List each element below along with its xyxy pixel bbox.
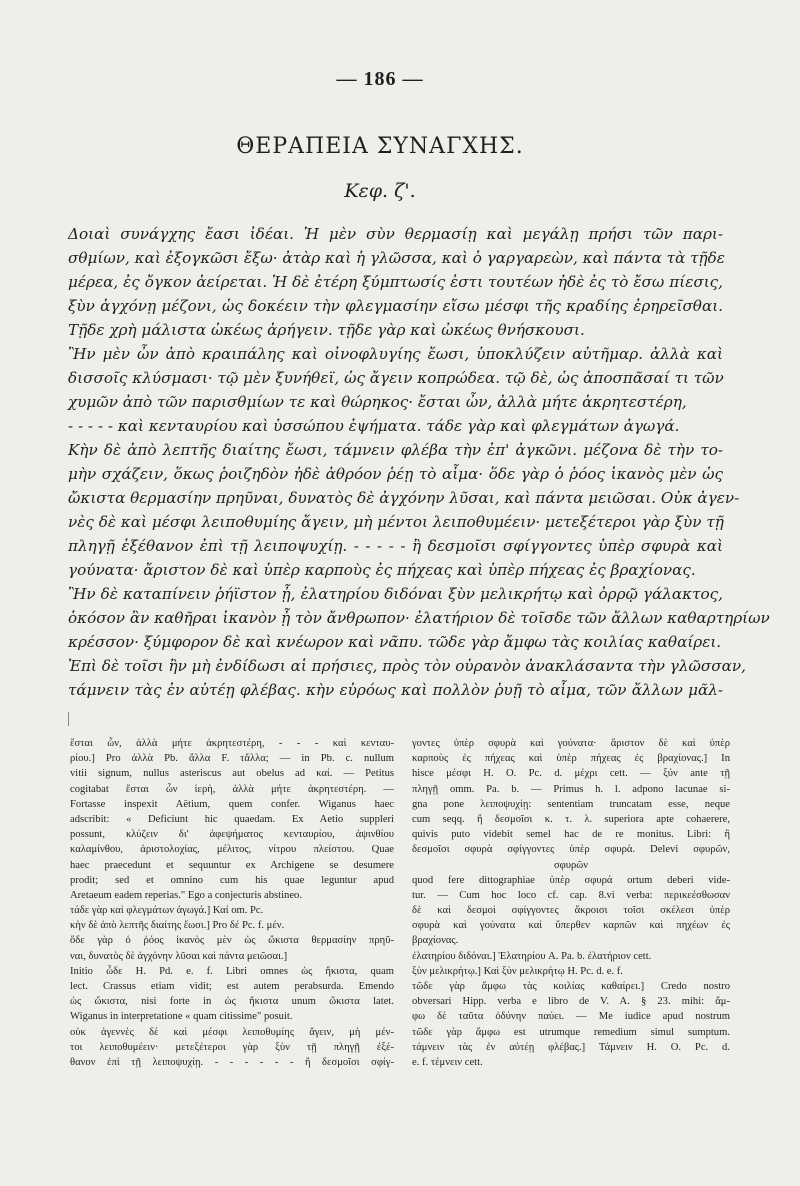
footnote-line: e. f. τέμνειν cett. — [412, 1056, 483, 1068]
text-line: ὤκιστα θερμασίην πρηῦναι, δυνατὸς δὲ ἀγχόνην λῦσαι, καὶ πάντα μειῶσαι. Οὐκ ἀγεν- — [68, 489, 740, 507]
page-number: — 186 — — [336, 68, 424, 90]
text-line: μὴν σχάζειν, ὅκως ῥοιζηδὸν ἠδὲ ἀθρόον ῥέῃ τὸ αἷμα· ὅδε γὰρ ὁ ῥόος ἱκανὸς μὲν ὡς — [68, 465, 723, 483]
text-line: - - - - - καὶ κενταυρίου καὶ ὑσσώπου ἑψήματα. τάδε γὰρ καὶ φλεγμάτων ἀγωγά. — [68, 417, 680, 435]
footnote-line: ξὺν μελικρήτῳ.] Καὶ ξὺν μελικρήτῳ H. Pc. d. e. f. — [412, 965, 623, 977]
footnote-line: tur. — Cum hoc loco cf. cap. 8.vi verba: περικεέσθωσαν — [412, 889, 730, 901]
footnote-line: σφυρὰ καὶ γούνατα καὶ ὕπερθεν καρπῶν καὶ πηχέων ἐς — [412, 920, 730, 932]
footnote-line: ναι, δυνατὸς δὲ ἀγχόνην λῦσαι καὶ πάντα μειῶσαι.] — [70, 950, 288, 962]
text-line: Ἢν μὲν ὦν ἀπὸ κραιπάλης καὶ οἰνοφλυγίης ἔωσι, ὑποκλύζειν αὐτῆμαρ. ἀλλὰ καὶ — [68, 345, 723, 363]
footnote-line: gna pone λειποψυχίῃ: sententiam truncatam esse, neque — [412, 798, 730, 810]
text-line: ξὺν ἀγχόνῃ μέζονι, ὡς δοκέειν τὴν φλεγμασίην εἴσω μέσφι τῆς κραδίης ἐρηρεῖσθαι. — [68, 297, 723, 315]
text-line: Τῇδε χρὴ μάλιστα ὠκέως ἀρήγειν. τῇδε γὰρ καὶ ὠκέως θνήσκουσι. — [68, 321, 585, 339]
footnote-line: φω δὲ ταῦτα ὀδύνην παύει. — Me iudice apud nostrum — [412, 1011, 730, 1023]
text-line: Ἢν δὲ καταπίνειν ῥήϊστον ᾖ, ἐλατηρίου διδόναι ξὺν μελικρήτῳ καὶ ὀρρῷ γάλακτος, — [68, 585, 723, 603]
footnote-line: καρποὺς ἐς πήχεας καὶ ὑπὲρ πήχεας ἐς βραχίονας.] In — [412, 753, 730, 765]
footnote-line: γοντες ὑπὲρ σφυρὰ καὶ γούνατα· ἄριστον δὲ καὶ ὑπὲρ — [412, 738, 730, 749]
footnote-line: ὅδε γὰρ ὁ ῥόος ἱκανὸς μὲν ὡς ὤκιστα θερμασίην πρηῦ- — [70, 935, 394, 947]
footnote-line: quod fere dittographiae ὑπὲρ σφυρά ortum deberi vide- — [412, 874, 730, 886]
footnote-line: possunt, κλύζειν δι' ἀφεψήματος κενταυρίου, ἀψινθίου — [70, 829, 394, 841]
footnote-line: σφυρῶν — [553, 859, 589, 871]
text-line: χυμῶν ἀπὸ τῶν παρισθμίων τε καὶ θώρηκος· ἔσται ὦν, ἀλλὰ μήτε ἀκρητεστέρη, — [68, 393, 687, 411]
text-line: Κὴν δὲ ἀπὸ λεπτῆς διαίτης ἔωσι, τάμνειν φλέβα τὴν ἐπ' ἀγκῶνι. μέζονα δὲ τὴν το- — [68, 441, 723, 459]
footnote-line: δεσμοῖσι σφυρὰ σφίγγοντες ὑπὲρ σφυρὰ. Delevi σφυρῶν, — [412, 844, 730, 856]
footnote-line: τῶδε γὰρ ἄμφω τὰς κοιλίας καθαίρει.] Credo nostro — [412, 981, 730, 992]
page-title: ΘΕΡΑΠΕΙΑ ΣΥΝΑΓΧΗΣ. — [236, 134, 524, 159]
footnotes-left-column — [70, 736, 394, 1070]
text-line: Δοιαὶ συνάγχης ἔασι ἰδέαι. Ἡ μὲν σὺν θερμασίῃ καὶ μεγάλῃ πρήσι τῶν παρι- — [68, 225, 723, 243]
footnote-line: βραχίονας. — [412, 935, 459, 947]
footnote-line: cum seqq. ἢ δεσμοῖσι κ. τ. λ. superiora apte cohaerere, — [412, 813, 730, 825]
text-line: σθμίων, καὶ ἐξογκῶσι ἔξω· ἀτὰρ καὶ ἡ γλῶσσα, καὶ ὁ γαργαρεὼν, καὶ πάντα τὰ τῇδε — [68, 249, 725, 267]
footnote-line: Initio ὧδε H. Pd. e. f. Libri omnes ὡς ἥκιστα, quam — [70, 965, 394, 977]
footnote-line: prodit; sed et omnino cum his quae leguntur apud — [70, 874, 394, 886]
text-line: κρέσσον· ξύμφορον δὲ καὶ κνέωρον καὶ νᾶπυ. τῶδε γὰρ ἄμφω τὰς κοιλίας καθαίρει. — [68, 633, 722, 651]
text-line: πληγῇ ἐξέθανον ἐπὶ τῇ λειποψυχίῃ. - - - - - ἢ δεσμοῖσι σφίγγοντες ὑπὲρ σφυρὰ καὶ — [68, 537, 723, 555]
text-line: δισσοῖς κλύσμασι· τῷ μὲν ξυνήθεϊ, ὡς ἄγειν κοπρώδεα. τῷ δὲ, ὡς ἀποσπᾶσαί τι τῶν — [68, 369, 724, 387]
footnote-line: adscribit: « Deficiunt hic quaedam. Ex Aetio suppleri — [70, 813, 394, 825]
text-line: Ἐπὶ δὲ τοῖσι ἢν μὴ ἐνδίδωσι αἱ πρήσιες, πρὸς τὸν οὐρανὸν ἀνακλάσαντα τὴν γλῶσσαν, — [68, 657, 746, 675]
footnote-line: Aretaeum eadem reperias." Ego a conjecturis abstineo. — [70, 889, 302, 901]
footnote-line: Fortasse inspexit Aëtium, quem confer. Wiganus haec — [70, 798, 394, 810]
text-line: μέρεα, ἐς ὄγκον ἀείρεται. Ἡ δὲ ἑτέρη ξύμπτωσίς ἐστι τουτέων ἠδὲ ἐς τὸ ἔσω πίεσις, — [68, 273, 723, 291]
text-line: τάμνειν τὰς ἐν αὐτέῃ φλέβας. κὴν εὐρόως καὶ πολλὸν ῥυῇ τὸ αἷμα, τῶν ἄλλων μᾶλ- — [68, 681, 723, 699]
footnote-line: θανον ἐπὶ τῇ λειποψυχίῃ. - - - - - - ἢ δεσμοῖσι σφίγ- — [70, 1056, 394, 1068]
footnote-line: τῶδε γὰρ ἄμφω est utrumque remedium simul sumptum. — [412, 1026, 730, 1038]
footnote-line: τάμνειν τὰς ἐν αὐτέῃ φλέβας.] Τάμνειν H. O. Pc. d. — [412, 1041, 730, 1053]
text-line: νὲς δὲ καὶ μέσφι λειποθυμίης ἄγειν, μὴ μέντοι λειποθυμέειν· μετεξέτεροι γὰρ ξὺν τῇ — [68, 513, 724, 531]
footnote-line: δὲ καὶ δεσμοὶ σφίγγοντες ἄκροισι τοῖσι σκέλεσι ὑπὲρ — [412, 905, 730, 917]
footnotes — [70, 736, 730, 1070]
footnote-line: καλαμίνθου, ἀριστολοχίας, μέλιτος, νίτρου πλείστου. Quae — [70, 844, 394, 856]
footnote-divider — [68, 712, 69, 726]
main-text — [68, 222, 770, 702]
footnote-line: τοι λειποθυμέειν· μετεξέτεροι γὰρ ξὺν τῇ πληγῇ ἐξέ- — [70, 1041, 394, 1053]
footnote-line: vitii signum, nullus asteriscus aut obelus ad καί. — Petitus — [70, 768, 394, 780]
footnote-line: τάδε γὰρ καὶ φλεγμάτων ἀγωγά.] Καί om. Pc. — [70, 905, 264, 917]
chapter-heading: Κεφ. ζ'. — [344, 180, 416, 202]
footnote-line: ρίου.] Pro ἀλλὰ Pb. ἄλλα F. τἄλλα; — in Pb. c. nullum — [70, 753, 394, 765]
footnote-line: οὐκ ἀγεννὲς δὲ καὶ μέσφι λειποθυμίης ἄγειν, μὴ μέν- — [70, 1026, 394, 1038]
footnote-line: lect. Crassus etiam vidit; est autem perabsurda. Emendo — [70, 981, 394, 992]
text-line: ὁκόσον ἂν καθῆραι ἱκανὸν ᾖ τὸν ἄνθρωπον· ἐλατήριον δὲ τοῖσδε τῶν ἄλλων καθαρτηρίων — [68, 609, 770, 627]
footnote-line: ὡς ὤκιστα, nisi forte in ὡς ἥκιστα unum ὤκιστα latet. — [70, 996, 394, 1008]
footnote-line: haec praecedunt et sequuntur ex Archigene se desumere — [70, 859, 394, 871]
footnote-line: hisce μέσφι H. O. Pc. d. μέχρι cett. — ξύν ante τῇ — [412, 768, 730, 780]
footnote-line: obversari Hipp. verba e libro de V. A. § 23. mihi: ἄμ- — [412, 996, 730, 1008]
footnote-line: πληγῇ omm. Pa. b. — Primus h. l. adpono lacunae si- — [412, 783, 730, 795]
footnote-line: quivis puto videbit semel hac de re monitus. Libri: ἢ — [412, 829, 730, 841]
footnote-line: ἔσται ὦν, ἀλλὰ μήτε ἀκρητεστέρη, - - - καὶ κενταυ- — [70, 738, 394, 749]
footnote-line: Wiganus in interpretatione « quam citissime" posuit. — [70, 1011, 293, 1023]
text-line: γούνατα· ἄριστον δὲ καὶ ὑπὲρ καρποὺς ἐς πήχεας καὶ ὑπὲρ πήχεας ἐς βραχίονας. — [68, 561, 696, 579]
footnote-line: ἐλατηρίου διδόναι.] Ἐλατηρίου A. Pa. b. ἐλατήριον cett. — [412, 950, 652, 962]
footnote-line: cogitabat ἔσται ὦν ἱερὴ, ἀλλὰ μήτε ἀκρητεστέρη. — — [70, 783, 394, 795]
footnotes-right-column — [412, 736, 730, 1070]
footnote-line: κὴν δὲ ἀπὸ λεπτῆς διαίτης ἔωσι.] Pro δέ Pc. f. μέν. — [70, 920, 285, 932]
